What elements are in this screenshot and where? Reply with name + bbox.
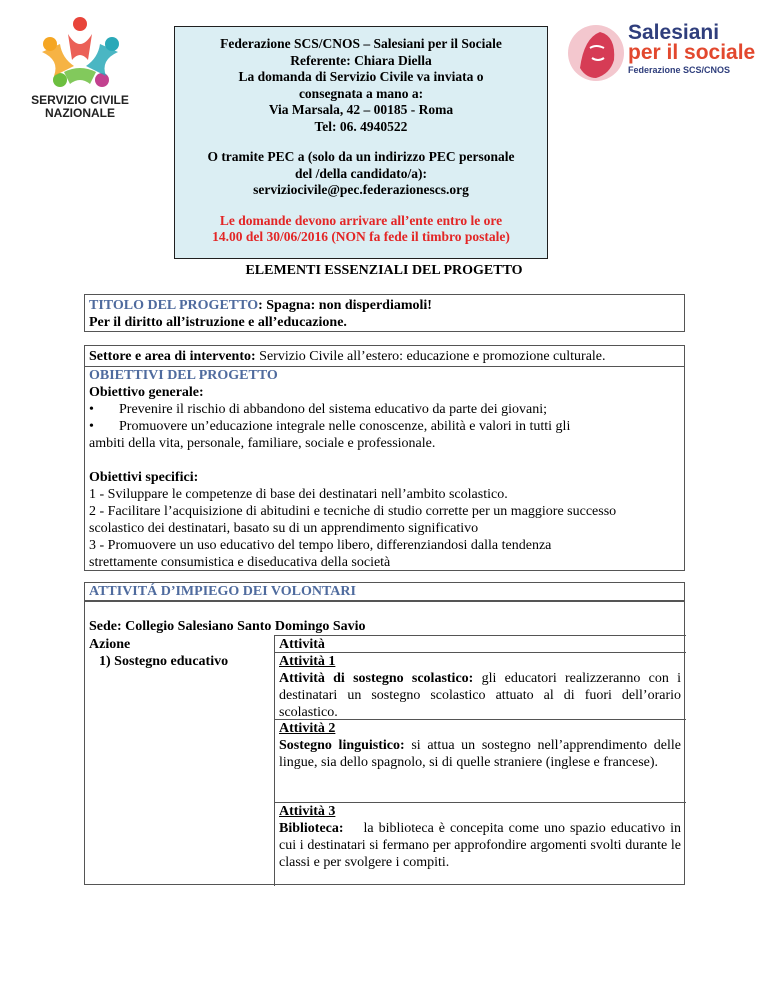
project-title-box <box>84 294 685 332</box>
project-title-value: : Spagna: non disperdiamoli! <box>258 298 432 313</box>
general-objective-item: Prevenire il rischio di abbandono del sistema educativo da parte dei giovani; <box>119 402 548 417</box>
project-subtitle: Per il diritto all’istruzione e all’educazione. <box>89 315 347 330</box>
info-line: La domanda di Servizio Civile va inviata o <box>238 69 484 84</box>
info-line: Federazione SCS/CNOS – Salesiani per il Sociale <box>220 36 502 51</box>
activity-title: Attività 2 <box>279 721 336 736</box>
specific-objective-cont: scolastico dei destinatari, basato su di un apprendimento significativo <box>89 521 479 536</box>
salesiani-word: Salesiani <box>628 21 720 44</box>
activities-heading: ATTIVITÁ D’IMPIEGO DEI VOLONTARI <box>89 584 356 599</box>
bullet-icon: • <box>89 402 94 417</box>
specific-objective: 3 - Promuovere un uso educativo del tempo libero, differenziandosi dalla tendenza <box>89 538 552 553</box>
specific-objective: 1 - Sviluppare le competenze di base dei destinatari nell’ambito scolastico. <box>89 487 508 502</box>
info-line: Referente: Chiara Diella <box>290 52 432 68</box>
activity-title: Attività 1 <box>279 654 336 669</box>
salesiani-logo <box>566 18 756 88</box>
activity-description: si attua un sostegno nell’apprendimento delle lingue, sia dello spagnolo, si di quelle straniere (inglese e francese). <box>279 738 681 770</box>
pec-line: del /della candidato/a): <box>294 165 427 181</box>
pec-email[interactable]: serviziocivile@pec.federazionescs.org <box>253 182 469 197</box>
activity-2 <box>279 720 681 771</box>
activity-name: Attività di sostegno scolastico: <box>279 671 474 686</box>
general-objective-label: Obiettivo generale: <box>89 385 204 400</box>
project-title-label: TITOLO DEL PROGETTO <box>89 298 259 313</box>
activities-table <box>84 601 685 885</box>
activity-1 <box>279 653 681 721</box>
activity-3 <box>279 803 685 871</box>
specific-objective: 2 - Facilitare l’acquisizione di abitudini e tecniche di studio corrette per un maggiore successo <box>89 504 617 519</box>
federazione-word: Federazione SCS/CNOS <box>628 65 731 75</box>
star-people-icon <box>20 14 140 92</box>
logo-text-line2: NAZIONALE <box>45 106 115 120</box>
info-line: Via Marsala, 42 – 00185 - Roma <box>268 102 454 117</box>
deadline-line: 14.00 del 30/06/2016 (NON fa fede il timbro postale) <box>212 229 510 244</box>
bullet-icon: • <box>89 419 94 434</box>
objectives-box <box>84 345 685 571</box>
servizio-civile-logo <box>20 14 140 124</box>
sector-value: Servizio Civile all’estero: educazione e promozione culturale. <box>255 349 606 364</box>
specific-objectives-label: Obiettivi specifici: <box>89 470 199 485</box>
page-title: ELEMENTI ESSENZIALI DEL PROGETTO <box>245 263 523 278</box>
specific-objective-cont: strettamente consumistica e diseducativa della società <box>89 555 391 570</box>
activity-name: Biblioteca: <box>279 821 344 836</box>
activity-description: la biblioteca è concepita come uno spazio educativo in cui i destinatari si fermano per approfondire argomenti svolti durante le classi e per svolgere i compiti. <box>279 821 685 870</box>
activities-heading-box <box>84 582 685 601</box>
general-objective-item-cont: ambiti della vita, personale, familiare, sociale e professionale. <box>89 436 436 451</box>
portrait-icon <box>566 18 626 88</box>
info-line: consegnata a mano a: <box>298 85 424 101</box>
objectives-heading: OBIETTIVI DEL PROGETTO <box>89 368 278 383</box>
activity-title: Attività 3 <box>279 804 336 819</box>
pec-line: O tramite PEC a (solo da un indirizzo PEC personale <box>207 149 515 164</box>
logo-text-line1: SERVIZIO CIVILE <box>31 93 129 107</box>
action-item: 1) Sostegno educativo <box>99 654 229 669</box>
general-objective-item: Promuovere un’educazione integrale nelle conoscenze, abilità e valori in tutti gli <box>119 419 571 434</box>
activity-name: Sostegno linguistico: <box>279 738 405 753</box>
site-name: Sede: Collegio Salesiano Santo Domingo Savio <box>89 619 366 634</box>
info-line: Tel: 06. 4940522 <box>314 118 408 134</box>
column-header-attivita: Attività <box>279 637 325 652</box>
deadline-line: Le domande devono arrivare all’ente entro le ore <box>219 212 503 228</box>
sector-label: Settore e area di intervento: <box>89 349 256 364</box>
column-header-azione: Azione <box>89 637 131 652</box>
activity-description: gli educatori realizzeranno con i destinatari un sostegno scolastico attuato al di fuori dell’orario scolastico. <box>279 671 681 720</box>
per-il-sociale-word: per il sociale <box>628 41 756 64</box>
contact-info-box <box>174 26 548 259</box>
